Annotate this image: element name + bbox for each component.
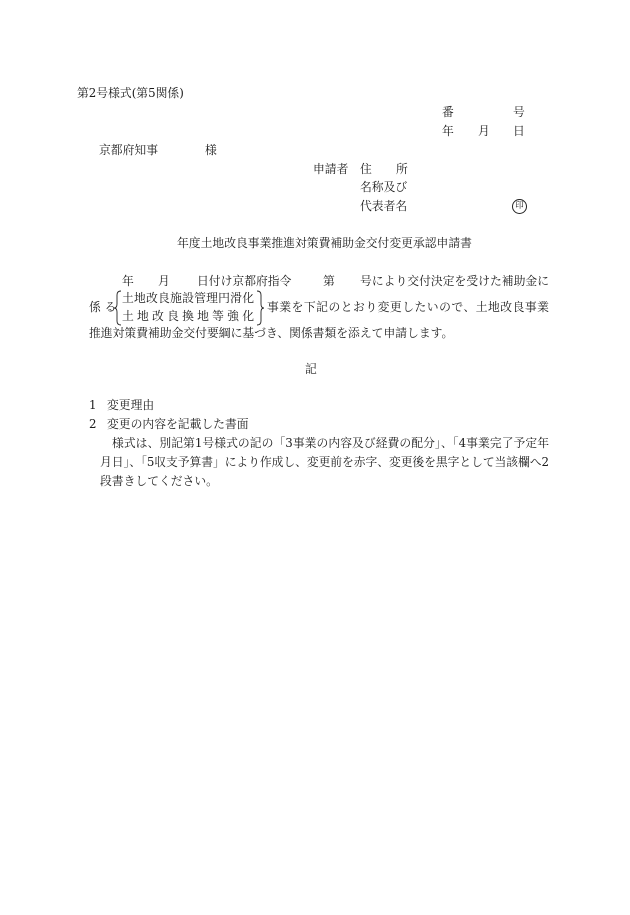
note-line-3: 段書きしてください。	[100, 474, 218, 488]
doc-number-go: 号	[513, 105, 525, 119]
body-line3: 推進対策費補助金交付要綱に基づき、関係書類を添えて申請します。	[89, 326, 454, 340]
form-label: 第2号様式(第5関係)	[77, 86, 184, 100]
item-2-number: 2	[89, 417, 97, 431]
date-day: 日	[513, 124, 525, 138]
date-month: 月	[478, 124, 490, 138]
body-line1-year: 年	[122, 274, 134, 288]
seal-mark	[512, 199, 527, 214]
right-brace-mark	[255, 290, 265, 326]
item-2-text: 変更の内容を記載した書面	[107, 417, 249, 431]
ki-heading: 記	[305, 362, 317, 376]
note-line-1: 様式は、別記第1号様式の記の「3事業の内容及び経費の配分」、「4事業完了予定年	[112, 436, 550, 450]
doc-number-ban: 番	[442, 105, 454, 119]
item-1-number: 1	[89, 398, 97, 412]
body-line1-day-directive: 日付け京都府指令	[197, 274, 292, 288]
addressee-name: 京都府知事	[99, 143, 158, 157]
applicant-label: 申請者	[313, 162, 349, 176]
document-title: 年度土地改良事業推進対策費補助金交付変更承認申請書	[177, 236, 472, 250]
applicant-name-label: 名称及び	[360, 180, 408, 194]
note-line-2: 月日」、「5収支予算書」により作成し、変更前を赤字、変更後を黒字として当該欄へ2	[100, 455, 549, 469]
applicant-address-ju: 住	[360, 162, 372, 176]
date-year: 年	[442, 124, 454, 138]
project-option-2: 土 地 改 良 換 地 等 強 化	[122, 309, 254, 323]
body-line2-rest: 事業を下記のとおり変更したいので、土地改良事業	[267, 300, 550, 314]
body-line1-rest: 号により交付決定を受けた補助金に	[360, 274, 550, 288]
seal-text: 印	[515, 201, 524, 211]
project-option-1: 土地改良施設管理円滑化	[122, 291, 255, 305]
body-line2-kakaru: 係 る	[89, 300, 117, 314]
body-line1-dai: 第	[323, 274, 335, 288]
body-line1-month: 月	[158, 274, 170, 288]
addressee-honorific: 様	[205, 143, 217, 157]
applicant-representative-label: 代表者名	[360, 199, 408, 213]
item-1-text: 変更理由	[107, 398, 155, 412]
applicant-address-sho: 所	[396, 162, 408, 176]
